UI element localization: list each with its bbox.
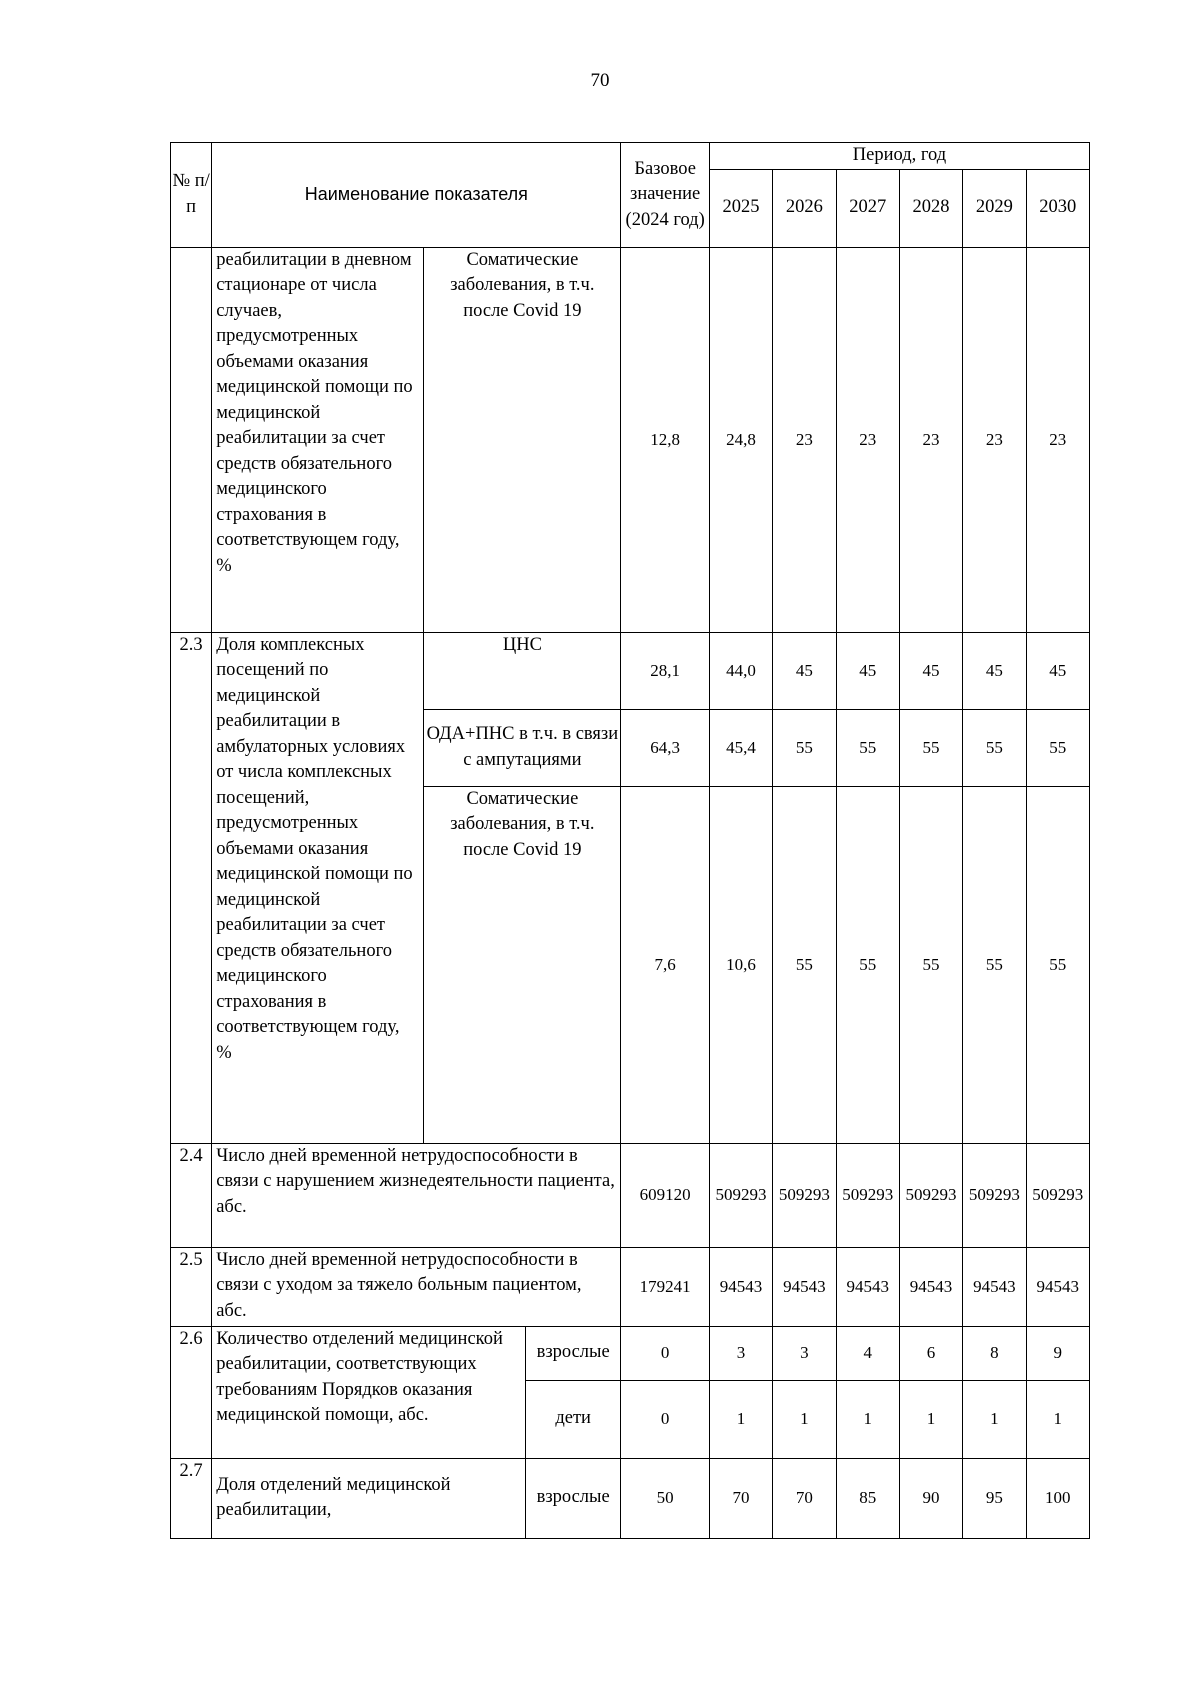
year-value: 1 [773, 1380, 836, 1458]
header-year: 2027 [836, 169, 899, 247]
year-value: 55 [1026, 786, 1089, 1143]
year-value: 55 [836, 709, 899, 786]
year-value: 509293 [836, 1143, 899, 1247]
row-subcategory: ЦНС [424, 632, 621, 709]
year-value: 45 [1026, 632, 1089, 709]
header-year: 2030 [1026, 169, 1089, 247]
row-subcategory: дети [525, 1380, 621, 1458]
year-value: 509293 [899, 1143, 962, 1247]
base-value: 0 [621, 1326, 709, 1380]
row-subcategory: Соматические заболевания, в т.ч. после Covid 19 [424, 247, 621, 632]
page-number: 70 [590, 70, 610, 91]
header-year: 2029 [963, 169, 1026, 247]
year-value: 3 [773, 1326, 836, 1380]
year-value: 94543 [899, 1247, 962, 1326]
year-value: 55 [1026, 709, 1089, 786]
year-value: 1 [709, 1380, 772, 1458]
year-value: 509293 [773, 1143, 836, 1247]
year-value: 94543 [773, 1247, 836, 1326]
year-value: 55 [963, 786, 1026, 1143]
row-index: 2.6 [171, 1326, 212, 1458]
row-index: 2.7 [171, 1458, 212, 1538]
year-value: 55 [836, 786, 899, 1143]
year-value: 90 [899, 1458, 962, 1538]
year-value: 55 [963, 709, 1026, 786]
year-value: 4 [836, 1326, 899, 1380]
table-row [171, 1326, 1090, 1380]
header-base: Базовое значение (2024 год) [621, 143, 709, 248]
table-row [171, 1247, 1090, 1326]
header-year: 2026 [773, 169, 836, 247]
year-value: 70 [773, 1458, 836, 1538]
year-value: 55 [773, 786, 836, 1143]
year-value: 70 [709, 1458, 772, 1538]
year-value: 1 [836, 1380, 899, 1458]
year-value: 1 [1026, 1380, 1089, 1458]
year-value: 9 [1026, 1326, 1089, 1380]
year-value: 45 [963, 632, 1026, 709]
year-value: 55 [899, 709, 962, 786]
base-value: 28,1 [621, 632, 709, 709]
base-value: 609120 [621, 1143, 709, 1247]
row-index: 2.5 [171, 1247, 212, 1326]
year-value: 85 [836, 1458, 899, 1538]
year-value: 45,4 [709, 709, 772, 786]
row-name: реабилитации в дневном стационаре от числа случаев, предусмотренных объемами оказания медицинской помощи по медицинской реабилитации за счет средств обязательного медицинского страхования в соответствующем году, % [212, 247, 424, 632]
row-subcategory: взрослые [525, 1326, 621, 1380]
base-value: 50 [621, 1458, 709, 1538]
year-value: 45 [836, 632, 899, 709]
year-value: 44,0 [709, 632, 772, 709]
header-period: Период, год [709, 143, 1089, 170]
year-value: 94543 [963, 1247, 1026, 1326]
table-row [171, 1143, 1090, 1247]
row-name: Количество отделений медицинской реабилитации, соответствующих требованиям Порядков оказания медицинской помощи, абс. [212, 1326, 526, 1458]
year-value: 1 [899, 1380, 962, 1458]
year-value: 23 [773, 247, 836, 632]
table-row [171, 247, 1090, 632]
base-value: 0 [621, 1380, 709, 1458]
row-index: 2.3 [171, 632, 212, 1143]
year-value: 24,8 [709, 247, 772, 632]
base-value: 179241 [621, 1247, 709, 1326]
header-name: Наименование показателя [212, 143, 621, 248]
year-value: 1 [963, 1380, 1026, 1458]
row-subcategory: ОДА+ПНС в т.ч. в связи с ампутациями [424, 709, 621, 786]
base-value: 12,8 [621, 247, 709, 632]
row-name: Доля отделений медицинской реабилитации, [212, 1458, 526, 1538]
year-value: 6 [899, 1326, 962, 1380]
year-value: 45 [899, 632, 962, 709]
year-value: 55 [773, 709, 836, 786]
year-value: 10,6 [709, 786, 772, 1143]
base-value: 7,6 [621, 786, 709, 1143]
year-value: 94543 [836, 1247, 899, 1326]
row-name: Доля комплексных посещений по медицинской реабилитации в амбулаторных условиях от числа комплексных посещений, предусмотренных объемами оказания медицинской помощи по медицинской реабилитации за счет средств обязательного медицинского страхования в соответствующем году, % [212, 632, 424, 1143]
row-name: Число дней временной нетрудоспособности в связи с нарушением жизнедеятельности пациента, абс. [212, 1143, 621, 1247]
year-value: 23 [963, 247, 1026, 632]
year-value: 3 [709, 1326, 772, 1380]
header-year: 2025 [709, 169, 772, 247]
table-row [171, 632, 1090, 709]
year-value: 23 [1026, 247, 1089, 632]
year-value: 100 [1026, 1458, 1089, 1538]
row-subcategory: Соматические заболевания, в т.ч. после Covid 19 [424, 786, 621, 1143]
year-value: 23 [899, 247, 962, 632]
year-value: 23 [836, 247, 899, 632]
indicators-table [170, 142, 1090, 1539]
year-value: 509293 [963, 1143, 1026, 1247]
year-value: 94543 [709, 1247, 772, 1326]
year-value: 95 [963, 1458, 1026, 1538]
row-index: 2.4 [171, 1143, 212, 1247]
base-value: 64,3 [621, 709, 709, 786]
row-name: Число дней временной нетрудоспособности в связи с уходом за тяжело больным пациентом, абс. [212, 1247, 621, 1326]
table-row [171, 1458, 1090, 1538]
year-value: 94543 [1026, 1247, 1089, 1326]
header-year: 2028 [899, 169, 962, 247]
year-value: 509293 [1026, 1143, 1089, 1247]
year-value: 8 [963, 1326, 1026, 1380]
header-index: № п/п [171, 143, 212, 248]
year-value: 55 [899, 786, 962, 1143]
row-subcategory: взрослые [525, 1458, 621, 1538]
year-value: 45 [773, 632, 836, 709]
year-value: 509293 [709, 1143, 772, 1247]
